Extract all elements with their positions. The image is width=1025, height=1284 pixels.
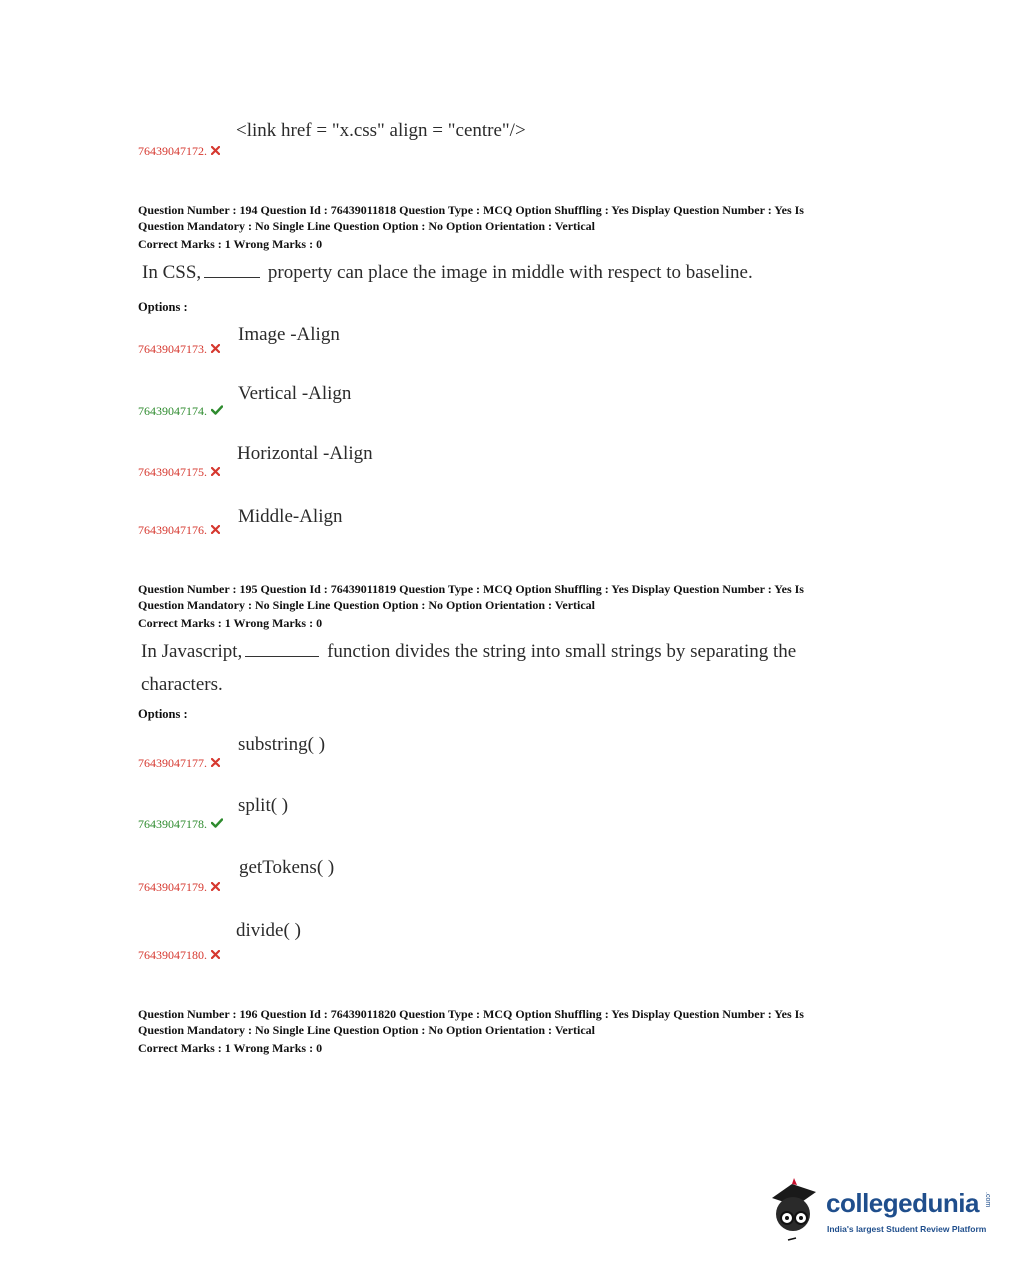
option-id: [138, 523, 220, 538]
option-id-label: 76439047176.: [138, 523, 207, 537]
cross-mark-icon: [211, 756, 220, 771]
option-id-label: 76439047179.: [138, 880, 207, 894]
question-meta-line1: Question Number : 196 Question Id : 76439011820 Question Type : MCQ Option Shuffling : Yes Display Question Number : Yes Is: [138, 1007, 804, 1021]
option-id: [138, 817, 223, 832]
mascot-icon: [766, 1176, 824, 1244]
option-id: [138, 465, 220, 480]
option-text: substring( ): [238, 734, 326, 755]
cross-mark-icon: [211, 948, 220, 963]
collegedunia-logo: [766, 1176, 996, 1246]
question-meta: [138, 581, 898, 631]
question-text-after: function divides the string into small strings by separating the: [327, 641, 797, 662]
question-text-line2: characters.: [141, 674, 223, 695]
option-text: getTokens( ): [239, 857, 335, 878]
option-text: Horizontal -Align: [237, 443, 373, 464]
option-id: [138, 756, 220, 771]
question-text-after: property can place the image in middle with respect to baseline.: [267, 262, 753, 283]
option-id-label: 76439047180.: [138, 948, 207, 962]
question-meta-line1: Question Number : 195 Question Id : 76439011819 Question Type : MCQ Option Shuffling : Yes Display Question Number : Yes Is: [138, 582, 804, 596]
option-id-label: 76439047173.: [138, 342, 207, 356]
option-id-label: 76439047178.: [138, 817, 207, 831]
option-text: Image -Align: [238, 324, 340, 345]
option-text: Vertical -Align: [238, 383, 352, 404]
option-id: [138, 948, 220, 963]
check-mark-icon: [211, 817, 223, 832]
option-text: split( ): [238, 795, 289, 816]
option-id: [138, 880, 220, 895]
question-text: [142, 262, 753, 284]
option-id: [138, 342, 220, 357]
option-text: divide( ): [236, 920, 301, 941]
question-meta-line2: Question Mandatory : No Single Line Question Option : No Option Orientation : Vertical: [138, 1023, 596, 1037]
option-id-label: 76439047172.: [138, 144, 207, 158]
question-meta: [138, 1006, 898, 1056]
option-text: <link href = "x.css" align = "centre"/>: [236, 120, 526, 141]
option-id-label: 76439047174.: [138, 404, 207, 418]
cross-mark-icon: [211, 523, 220, 538]
options-label: Options :: [138, 300, 188, 314]
question-text-before: In Javascript,: [141, 641, 243, 662]
option-id-label: 76439047175.: [138, 465, 207, 479]
check-mark-icon: [211, 404, 223, 419]
options-label: Options :: [138, 707, 188, 721]
logo-tagline: India's largest Student Review Platform: [827, 1224, 987, 1234]
logo-tld: .com: [984, 1192, 991, 1208]
option-id: [138, 144, 220, 159]
question-marks: Correct Marks : 1 Wrong Marks : 0: [138, 237, 323, 251]
question-meta: [138, 202, 898, 252]
cross-mark-icon: [211, 880, 220, 895]
question-meta-line1: Question Number : 194 Question Id : 76439011818 Question Type : MCQ Option Shuffling : Yes Display Question Number : Yes Is: [138, 203, 804, 217]
option-id-label: 76439047177.: [138, 756, 207, 770]
question-marks: Correct Marks : 1 Wrong Marks : 0: [138, 1041, 323, 1055]
blank-line: [245, 655, 319, 657]
question-marks: Correct Marks : 1 Wrong Marks : 0: [138, 616, 323, 630]
question-meta-line2: Question Mandatory : No Single Line Question Option : No Option Orientation : Vertical: [138, 598, 596, 612]
blank-line: [204, 276, 260, 278]
cross-mark-icon: [211, 465, 220, 480]
question-text: [141, 641, 796, 663]
cross-mark-icon: [211, 144, 220, 159]
cross-mark-icon: [211, 342, 220, 357]
question-meta-line2: Question Mandatory : No Single Line Question Option : No Option Orientation : Vertical: [138, 219, 596, 233]
option-text: Middle-Align: [238, 506, 343, 527]
logo-brand: collegedunia: [826, 1188, 979, 1218]
question-text-before: In CSS,: [142, 262, 202, 283]
option-id: [138, 404, 223, 419]
